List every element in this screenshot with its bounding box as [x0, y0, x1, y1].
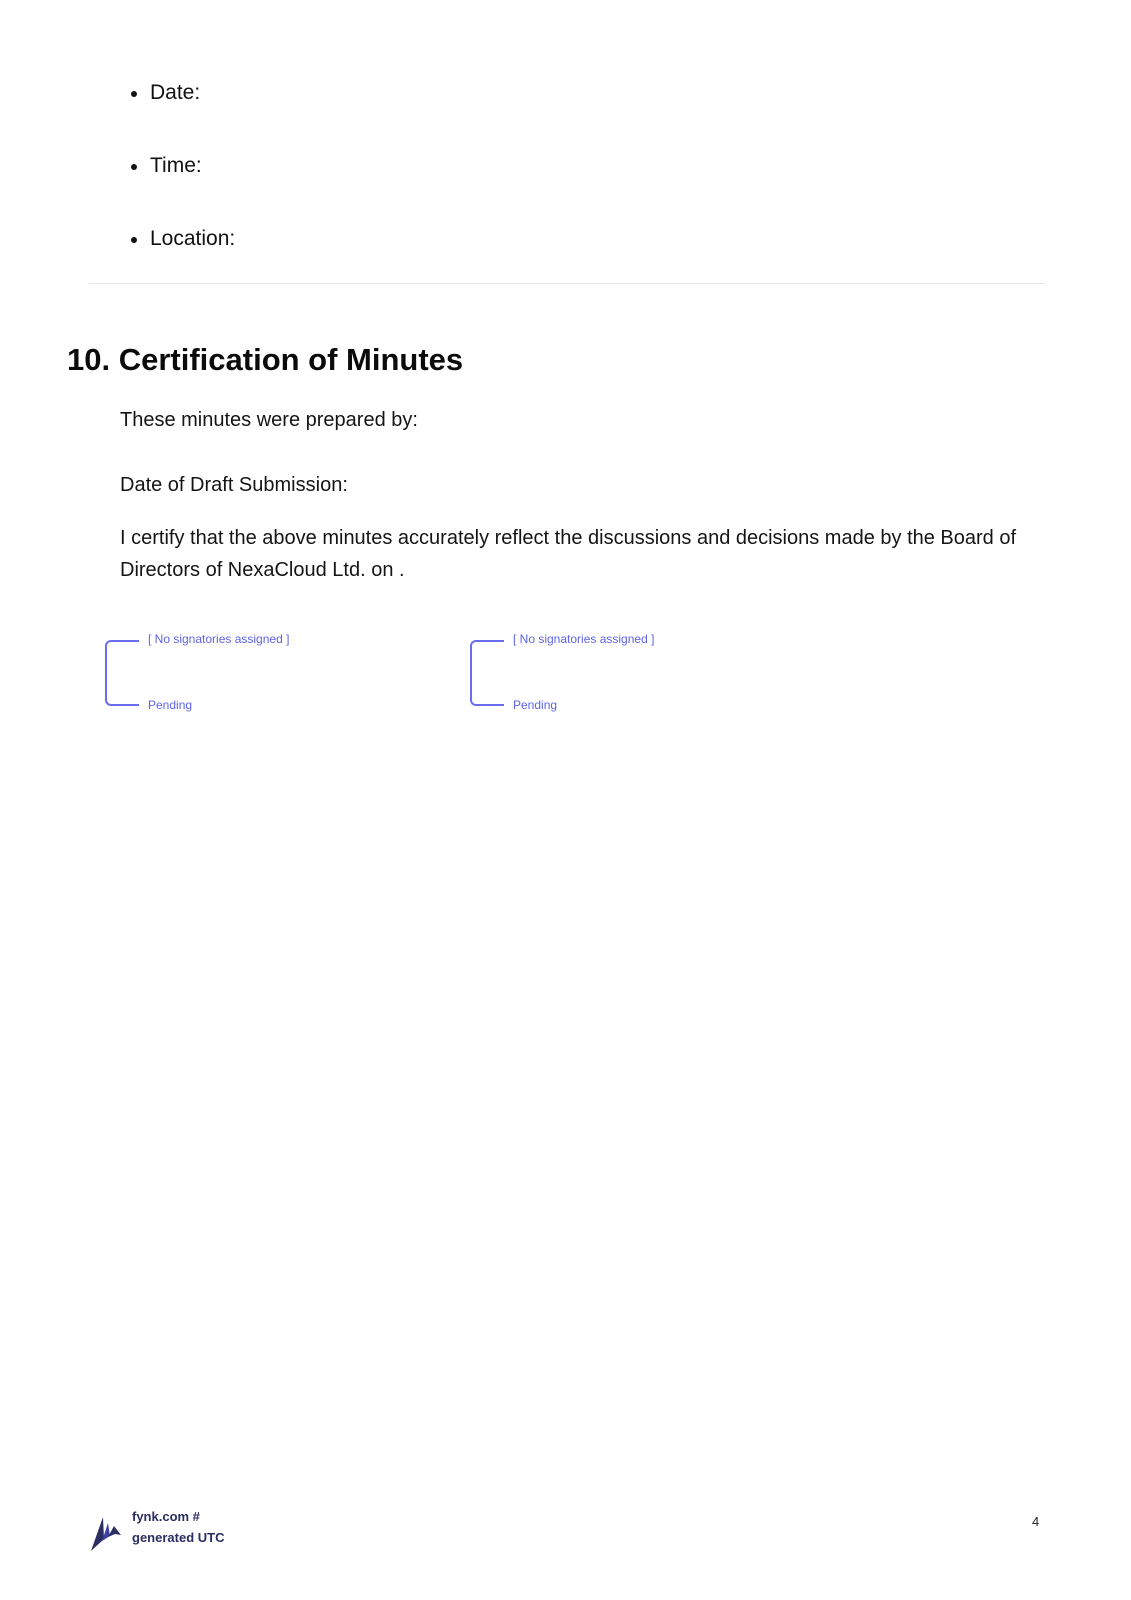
detail-label-location: Location:: [150, 227, 236, 250]
signature-status: [ No signatories assigned ]: [513, 632, 655, 646]
signature-block[interactable]: [470, 632, 770, 716]
signature-state: Pending: [148, 698, 193, 712]
signature-status: [ No signatories assigned ]: [148, 632, 290, 646]
detail-label-date: Date:: [150, 81, 201, 104]
footer-brand-text: fynk.com #: [132, 1509, 200, 1524]
prepared-by-text: These minutes were prepared by:: [120, 409, 418, 431]
footer-generated-text: generated UTC: [132, 1530, 225, 1545]
fynk-logo-icon: [89, 1511, 123, 1551]
page-number: 4: [1032, 1514, 1040, 1529]
page-footer: [0, 1505, 1131, 1565]
detail-label-time: Time:: [150, 154, 202, 177]
signature-bracket-icon: [105, 640, 139, 706]
certification-text: I certify that the above minutes accurately reflect the discussions and decisions made by the Board of Directors of NexaCloud Ltd. on .: [120, 527, 1017, 581]
bullet-icon: [131, 237, 137, 243]
section-heading: 10. Certification of Minutes: [67, 342, 464, 377]
signature-bracket-icon: [470, 640, 504, 706]
signature-block[interactable]: [105, 632, 405, 716]
bullet-icon: [131, 91, 137, 97]
section-divider: [89, 283, 1045, 284]
signature-state: Pending: [513, 698, 558, 712]
draft-date-text: Date of Draft Submission:: [120, 474, 348, 496]
bullet-icon: [131, 164, 137, 170]
